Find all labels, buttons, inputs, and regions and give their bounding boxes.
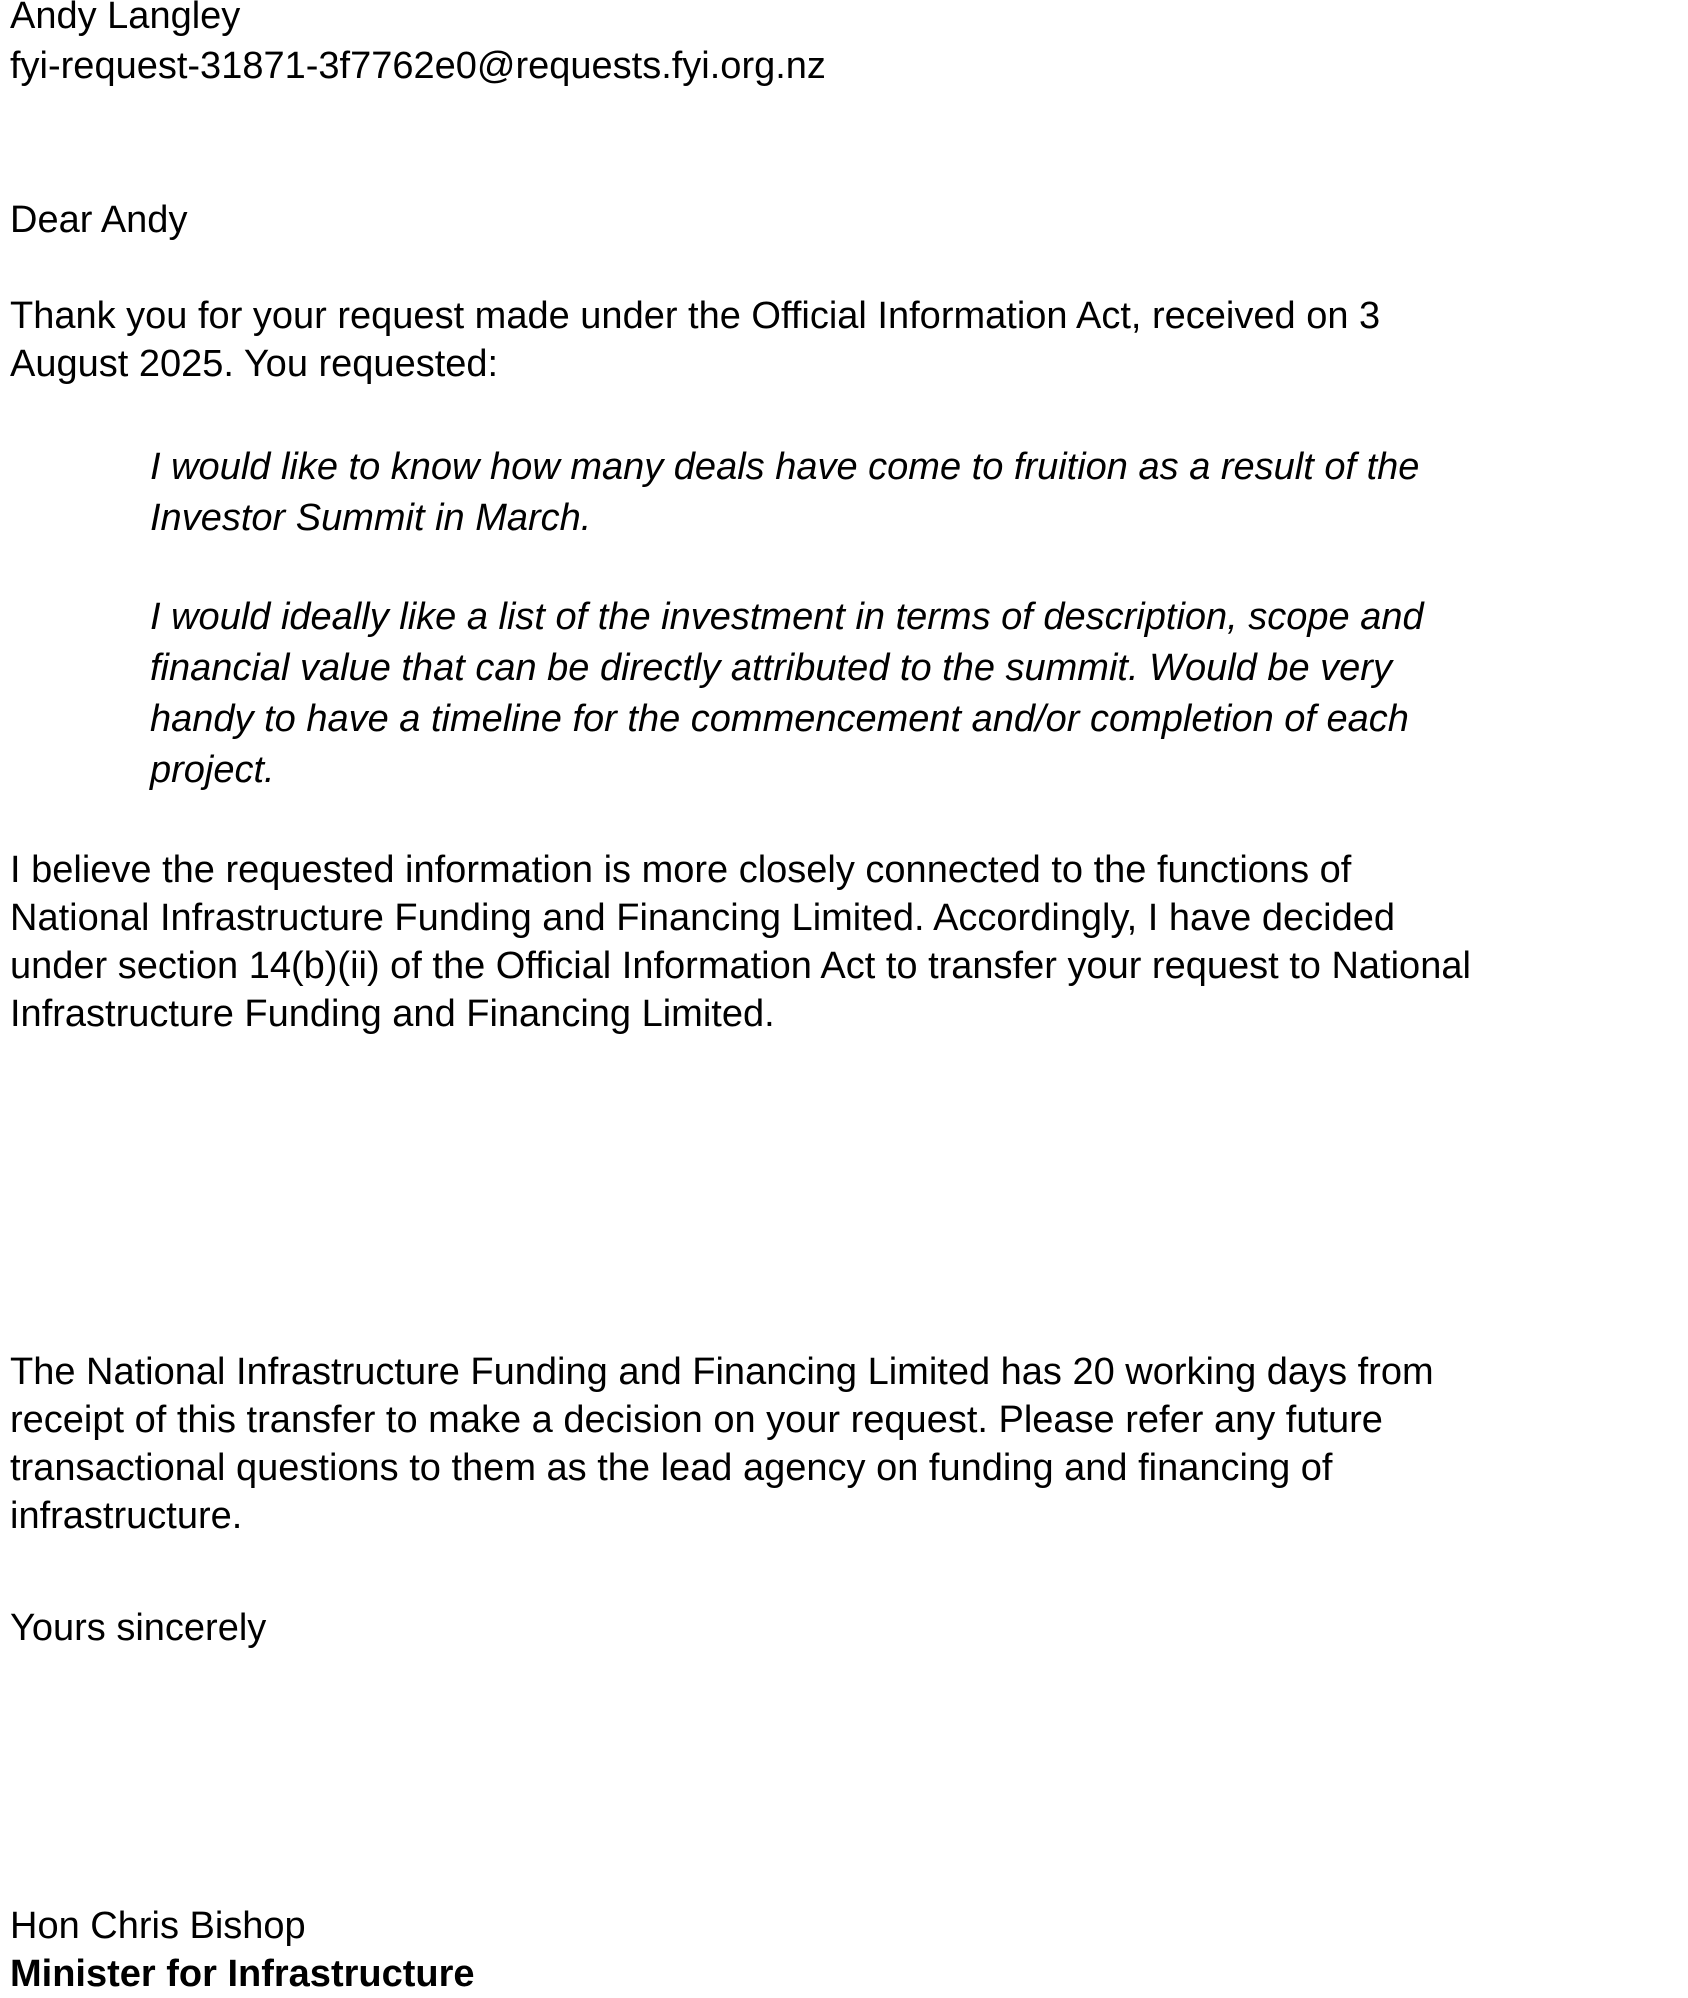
signatory-title: Minister for Infrastructure [10, 1953, 475, 1995]
recipient-email: fyi-request-31871-3f7762e0@requests.fyi.org.nz [10, 45, 826, 87]
request-quote-1: I would like to know how many deals have come to fruition as a result of the Investor Summit in March. [150, 446, 1420, 539]
intro-paragraph: Thank you for your request made under the Official Information Act, received on 3 August 2025. You requested: [10, 295, 1381, 385]
salutation: Dear Andy [10, 199, 188, 241]
deadline-paragraph: The National Infrastructure Funding and Financing Limited has 20 working days from receipt of this transfer to make a decision on your request. Please refer any future transactional questions to them as the lead agency on funding and financing of infrastructure. [10, 1351, 1434, 1537]
transfer-paragraph: I believe the requested information is more closely connected to the functions of National Infrastructure Funding and Financing Limited. Accordingly, I have decided under section 14(b)(ii) of the Official Information Act to transfer your request to National Infrastructure Funding and Financing Limited. [10, 849, 1471, 1035]
recipient-name: Andy Langley [10, 0, 241, 37]
request-quote-2: I would ideally like a list of the investment in terms of description, scope and financial value that can be directly attributed to the summit. Would be very handy to have a timeline for the commencement and/or completion of each project. [150, 596, 1424, 791]
closing: Yours sincerely [10, 1607, 267, 1649]
signatory-name: Hon Chris Bishop [10, 1905, 306, 1947]
